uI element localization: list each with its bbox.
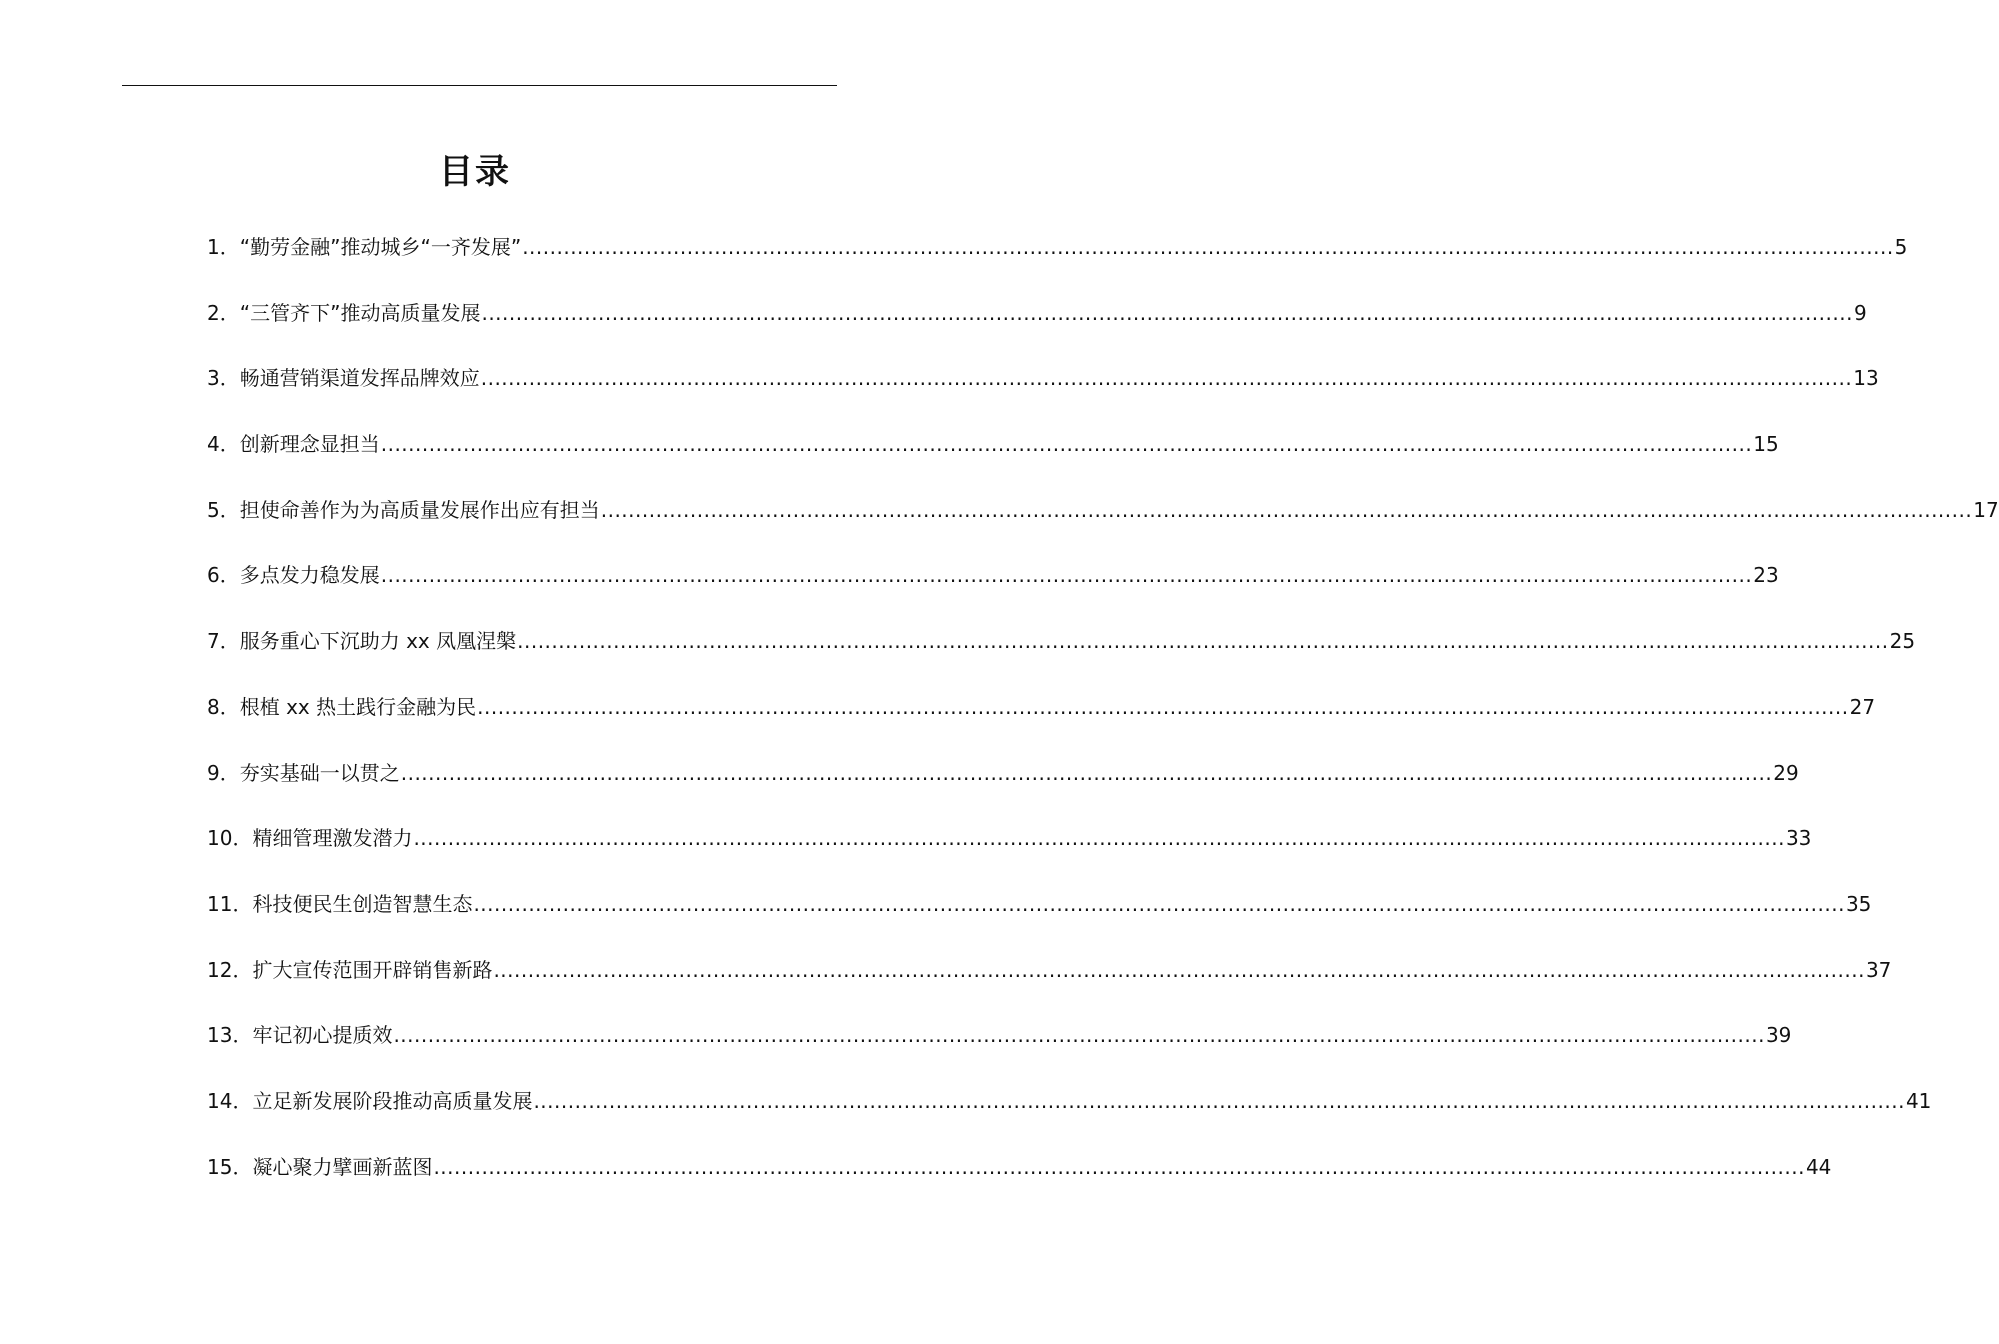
toc-leader-dots: ........................................................................................................................................................................................................	[473, 891, 1845, 916]
toc-entry-title: 创新理念显担当	[239, 432, 380, 457]
toc-leader-dots: ........................................................................................................................................................................................................	[517, 629, 1889, 654]
toc-entry-title: 牢记初心提质效	[252, 1023, 393, 1048]
toc-entry-title: 凝心聚力擘画新蓝图	[252, 1154, 433, 1179]
toc-entry-page: 25	[1889, 629, 1916, 654]
toc-entry-page: 27	[1849, 694, 1876, 719]
toc-entry-title: 多点发力稳发展	[239, 563, 380, 588]
toc-entry[interactable]	[207, 295, 1867, 361]
toc-entry-number: 10．	[207, 826, 253, 851]
toc-leader-dots: ........................................................................................................................................................................................................	[433, 1154, 1805, 1179]
toc-entry-page: 23	[1753, 563, 1779, 588]
toc-entry-page: 29	[1773, 760, 1799, 785]
toc-entry[interactable]	[207, 623, 1916, 689]
toc-entry[interactable]	[207, 952, 1892, 1018]
toc-leader-dots: ........................................................................................................................................................................................................	[481, 300, 1853, 325]
toc-leader-dots: ........................................................................................................................................................................................................	[393, 1023, 1765, 1048]
toc-leader-dots: ........................................................................................................................................................................................................	[480, 366, 1853, 391]
toc-entry[interactable]	[207, 360, 1879, 426]
toc-entry[interactable]	[207, 229, 1908, 295]
toc-entry-page: 15	[1753, 432, 1779, 457]
toc-entry-number: 6．	[207, 563, 240, 588]
toc-entry-title: 扩大宣传范围开辟销售新路	[252, 957, 493, 982]
toc-entry-page: 37	[1865, 957, 1892, 982]
toc-entry-number: 14．	[207, 1088, 253, 1113]
toc-entry-title: 根植 xx 热土践行金融为民	[239, 694, 477, 719]
toc-entry-number: 11．	[207, 891, 253, 916]
toc-leader-dots: ........................................................................................................................................................................................................	[533, 1088, 1905, 1113]
toc-leader-dots: ........................................................................................................................................................................................................	[493, 957, 1865, 982]
page-title: 目录	[439, 152, 511, 192]
toc-entry-number: 3．	[207, 366, 240, 391]
toc-leader-dots: ........................................................................................................................................................................................................	[477, 694, 1849, 719]
toc-entry-title: 服务重心下沉助力 xx 凤凰涅槃	[239, 629, 517, 654]
toc-entry[interactable]	[207, 886, 1872, 952]
toc-leader-dots: ........................................................................................................................................................................................................	[600, 497, 1973, 522]
toc-leader-dots: ........................................................................................................................................................................................................	[380, 432, 1753, 457]
header-rule	[122, 85, 837, 86]
toc-entry-title: 科技便民生创造智慧生态	[252, 891, 473, 916]
toc-entry-title: 立足新发展阶段推动高质量发展	[252, 1088, 533, 1113]
toc-entry-number: 1．	[207, 235, 240, 259]
toc-entry-number: 7．	[207, 629, 240, 654]
toc-leader-dots: ........................................................................................................................................................................................................	[400, 760, 1773, 785]
toc-entry[interactable]	[207, 426, 1779, 492]
toc-leader-dots: ........................................................................................................................................................................................................	[413, 826, 1785, 851]
toc-entry-page: 41	[1905, 1088, 1932, 1113]
toc-entry[interactable]	[207, 1083, 1932, 1149]
toc-entry-page: 44	[1805, 1154, 1832, 1179]
toc-entry[interactable]	[207, 1017, 1792, 1083]
toc-entry-title: 畅通营销渠道发挥品牌效应	[239, 366, 480, 391]
toc-entry[interactable]	[207, 689, 1876, 755]
toc-entry-number: 15．	[207, 1154, 253, 1179]
toc-entry-page: 35	[1845, 891, 1872, 916]
toc-entry-page: 9	[1853, 300, 1867, 325]
table-of-contents	[207, 229, 1999, 1214]
toc-entry-number: 13．	[207, 1023, 253, 1048]
toc-entry[interactable]	[207, 755, 1799, 821]
toc-entry-title: 担使命善作为为高质量发展作出应有担当	[239, 497, 600, 522]
toc-entry-title: 精细管理激发潜力	[252, 826, 413, 851]
toc-entry[interactable]	[207, 820, 1812, 886]
toc-entry-number: 2．	[207, 300, 240, 325]
toc-entry-number: 12．	[207, 957, 253, 982]
toc-leader-dots: ........................................................................................................................................................................................................	[522, 235, 1894, 259]
toc-entry-page: 13	[1853, 366, 1879, 391]
toc-entry-number: 8．	[207, 694, 240, 719]
toc-entry-page: 17	[1973, 497, 1999, 522]
toc-leader-dots: ........................................................................................................................................................................................................	[380, 563, 1753, 588]
toc-entry-title: “三管齐下”推动高质量发展	[239, 300, 481, 325]
toc-entry[interactable]	[207, 1149, 1832, 1215]
toc-entry-title: “勤劳金融”推动城乡“一齐发展”	[239, 235, 522, 259]
toc-entry-page: 33	[1785, 826, 1812, 851]
toc-entry-number: 5．	[207, 497, 240, 522]
toc-entry[interactable]	[207, 557, 1779, 623]
toc-entry-page: 39	[1765, 1023, 1792, 1048]
toc-entry-page: 5	[1894, 235, 1908, 259]
toc-entry-title: 夯实基础一以贯之	[239, 760, 400, 785]
toc-entry-number: 9．	[207, 760, 240, 785]
toc-entry-number: 4．	[207, 432, 240, 457]
toc-entry[interactable]	[207, 492, 1999, 558]
